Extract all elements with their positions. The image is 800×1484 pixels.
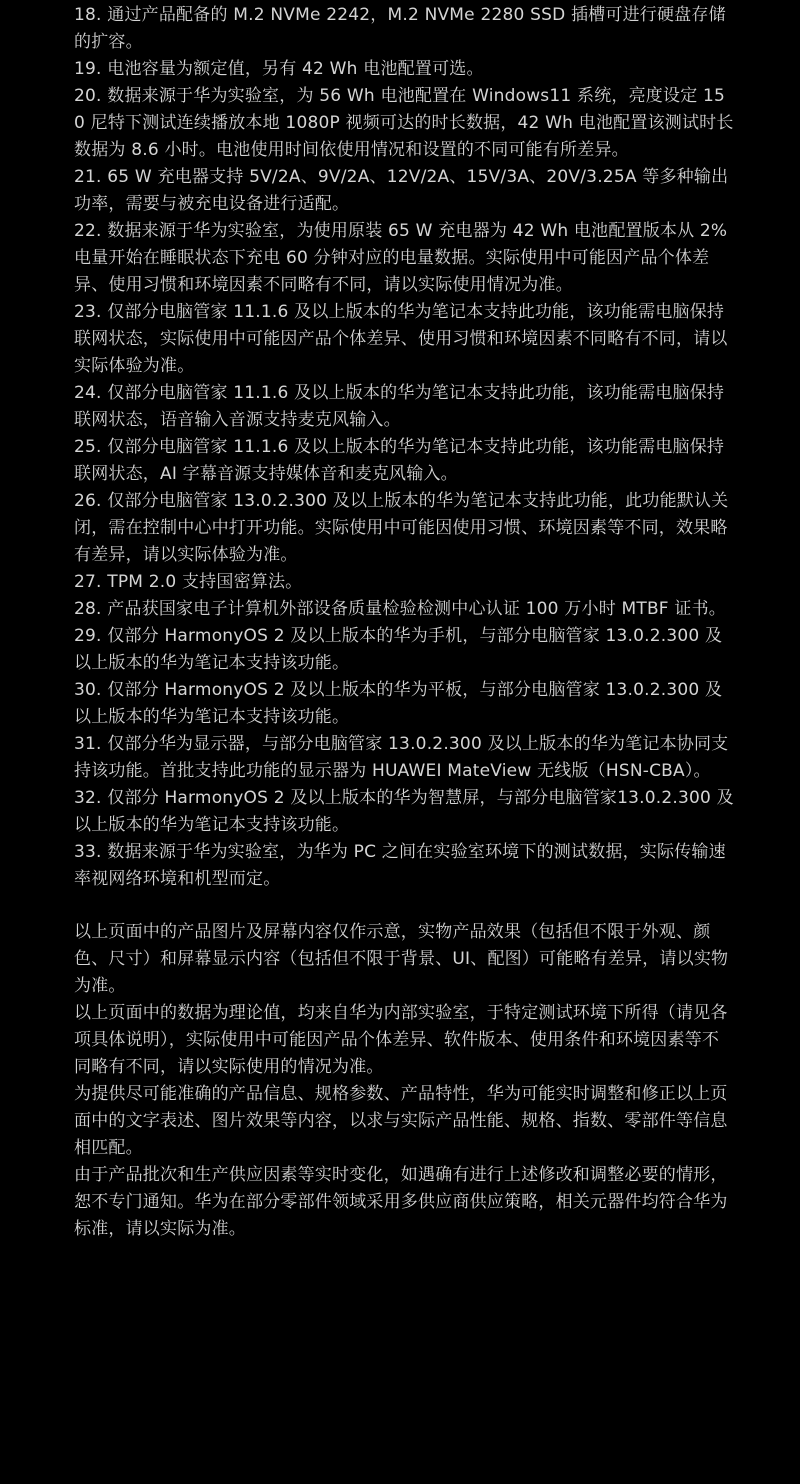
footnote-22: 22. 数据来源于华为实验室，为使用原装 65 W 充电器为 42 Wh 电池配置版本从 2% 电量开始在睡眠状态下充电 60 分钟对应的电量数据。实际使用中可能因产品个体差异、使用习惯和环境因素不同略有不同，请以实际使用情况为准。 (74, 221, 728, 295)
disclaimer-theoretical-data: 以上页面中的数据为理论值，均来自华为内部实验室，于特定测试环境下所得（请见各项具体说明），实际使用中可能因产品个体差异、软件版本、使用条件和环境因素等不同略有不同，请以实际使用的情况为准。 (74, 1003, 728, 1077)
footnote-18: 18. 通过产品配备的 M.2 NVMe 2242，M.2 NVMe 2280 SSD 插槽可进行硬盘存储的扩容。 (74, 5, 726, 52)
footnote-27: 27. TPM 2.0 支持国密算法。 (74, 572, 303, 592)
disclaimer-supply-changes: 由于产品批次和生产供应因素等实时变化，如遇确有进行上述修改和调整必要的情形，恕不专门通知。华为在部分零部件领域采用多供应商供应策略，相关元器件均符合华为标准，请以实际为准。 (74, 1165, 728, 1239)
section-spacer (74, 893, 734, 919)
disclaimer-product-images: 以上页面中的产品图片及屏幕内容仅作示意，实物产品效果（包括但不限于外观、颜色、尺寸）和屏幕显示内容（包括但不限于背景、UI、配图）可能略有差异，请以实物为准。 (74, 922, 729, 996)
footnote-19: 19. 电池容量为额定值，另有 42 Wh 电池配置可选。 (74, 59, 484, 79)
footnote-20: 20. 数据来源于华为实验室，为 56 Wh 电池配置在 Windows11 系统，亮度设定 150 尼特下测试连续播放本地 1080P 视频可达的时长数据，42 Wh 电池配置该测试时长数据为 8.6 小时。电池使用时间依使用情况和设置的不同可能有所差异。 (74, 86, 734, 160)
footnote-32: 32. 仅部分 HarmonyOS 2 及以上版本的华为智慧屏，与部分电脑管家13.0.2.300 及以上版本的华为笔记本支持该功能。 (74, 788, 734, 835)
footnotes-section (74, 2, 734, 1243)
footnote-28: 28. 产品获国家电子计算机外部设备质量检验检测中心认证 100 万小时 MTBF 证书。 (74, 599, 726, 619)
footnote-30: 30. 仅部分 HarmonyOS 2 及以上版本的华为平板，与部分电脑管家 13.0.2.300 及以上版本的华为笔记本支持该功能。 (74, 680, 723, 727)
footnote-29: 29. 仅部分 HarmonyOS 2 及以上版本的华为手机，与部分电脑管家 13.0.2.300 及以上版本的华为笔记本支持该功能。 (74, 626, 723, 673)
footnote-23: 23. 仅部分电脑管家 11.1.6 及以上版本的华为笔记本支持此功能，该功能需电脑保持联网状态，实际使用中可能因产品个体差异、使用习惯和环境因素不同略有不同，请以实际体验为准。 (74, 302, 728, 376)
disclaimer-content-adjustment: 为提供尽可能准确的产品信息、规格参数、产品特性，华为可能实时调整和修正以上页面中的文字表述、图片效果等内容，以求与实际产品性能、规格、指数、零部件等信息相匹配。 (74, 1084, 728, 1158)
footnote-31: 31. 仅部分华为显示器，与部分电脑管家 13.0.2.300 及以上版本的华为笔记本协同支持该功能。首批支持此功能的显示器为 HUAWEI MateView 无线版（HSN-CBA）。 (74, 734, 729, 781)
footnote-24: 24. 仅部分电脑管家 11.1.6 及以上版本的华为笔记本支持此功能，该功能需电脑保持联网状态，语音输入音源支持麦克风输入。 (74, 383, 725, 430)
footnote-26: 26. 仅部分电脑管家 13.0.2.300 及以上版本的华为笔记本支持此功能，此功能默认关闭，需在控制中心中打开功能。实际使用中可能因使用习惯、环境因素等不同，效果略有差异，请以实际体验为准。 (74, 491, 729, 565)
footnote-21: 21. 65 W 充电器支持 5V/2A、9V/2A、12V/2A、15V/3A、20V/3.25A 等多种输出功率，需要与被充电设备进行适配。 (74, 167, 729, 214)
footnote-25: 25. 仅部分电脑管家 11.1.6 及以上版本的华为笔记本支持此功能，该功能需电脑保持联网状态，AI 字幕音源支持媒体音和麦克风输入。 (74, 437, 725, 484)
footnote-33: 33. 数据来源于华为实验室，为华为 PC 之间在实验室环境下的测试数据，实际传输速率视网络环境和机型而定。 (74, 842, 726, 889)
